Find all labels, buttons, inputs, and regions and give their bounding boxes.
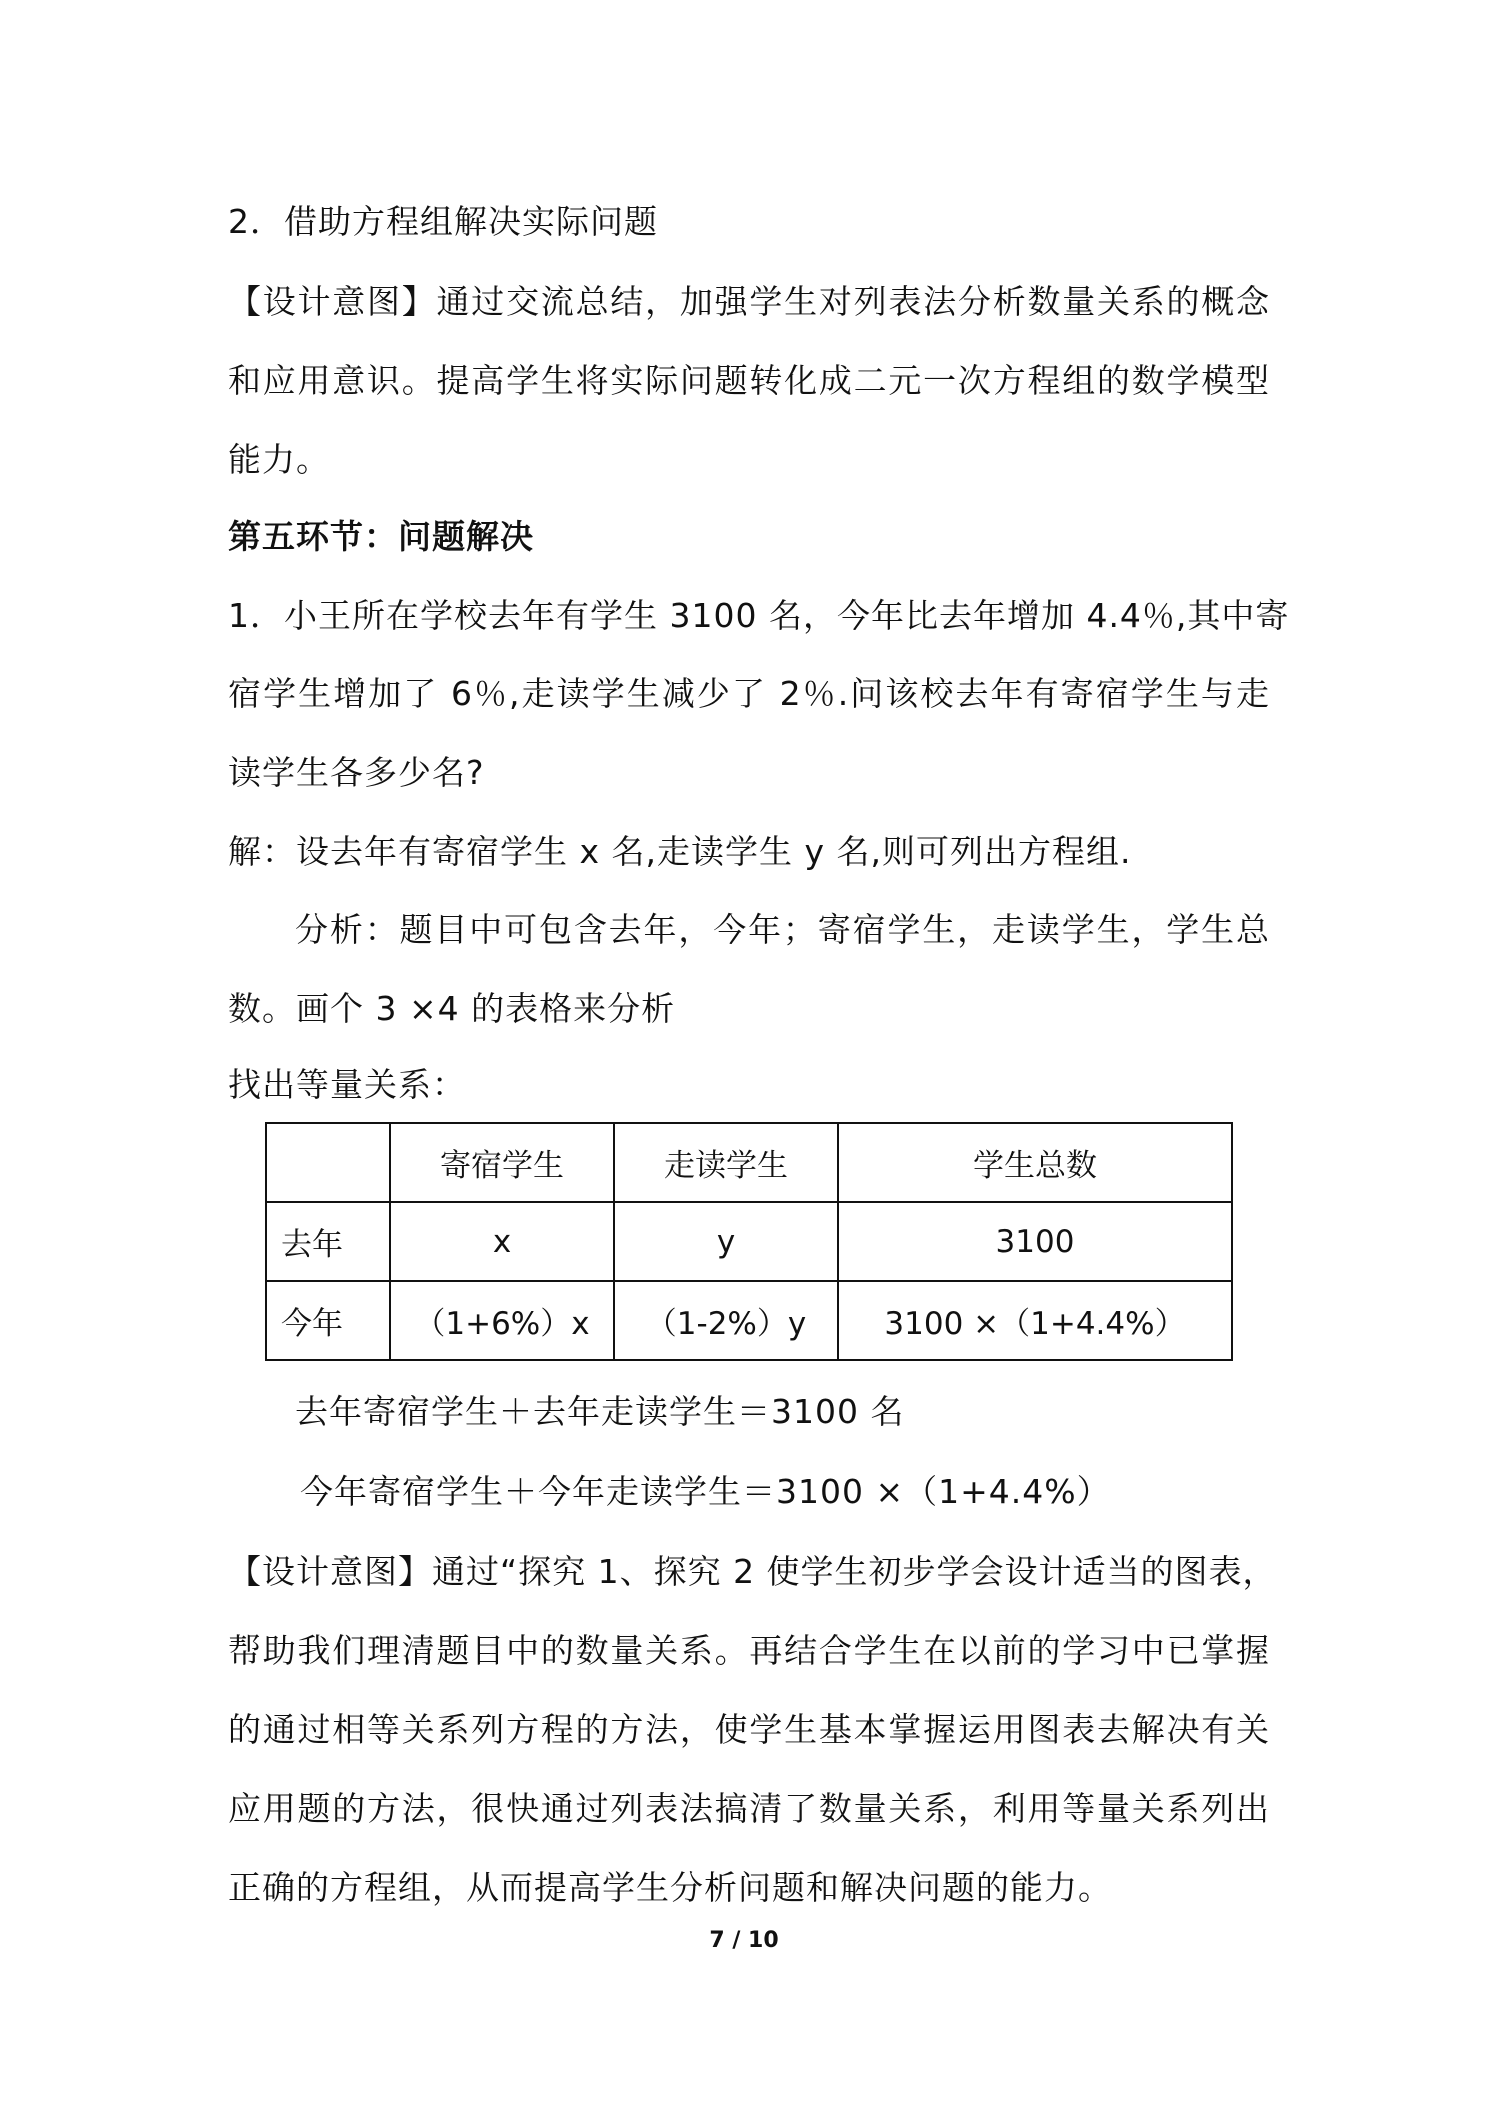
section-heading: 第五环节：问题解决 [228, 517, 534, 556]
analysis-line: 分析：题目中可包含去年，今年；寄宿学生，走读学生，学生总 [295, 910, 1270, 949]
analysis-line: 数。画个 3 ×4 的表格来分析 [228, 989, 676, 1028]
relation-label: 找出等量关系： [228, 1065, 466, 1104]
table-cell: 3100 ×（1+4.4%） [838, 1281, 1232, 1360]
paragraph-line: 帮助我们理清题目中的数量关系。再结合学生在以前的学习中已掌握 [228, 1631, 1270, 1670]
table-row-label: 去年 [266, 1202, 390, 1281]
table-header-cell [266, 1123, 390, 1202]
equation-line: 去年寄宿学生＋去年走读学生＝3100 名 [295, 1392, 905, 1431]
paragraph-line: 【设计意图】通过“探究 1、探究 2 使学生初步学会设计适当的图表， [228, 1552, 1277, 1591]
paragraph-line: 和应用意识。提高学生将实际问题转化成二元一次方程组的数学模型 [228, 361, 1270, 400]
problem-line: 读学生各多少名? [228, 753, 485, 792]
table-header-cell: 寄宿学生 [390, 1123, 614, 1202]
table-cell: 3100 [838, 1202, 1232, 1281]
table-cell: （1-2%）y [614, 1281, 838, 1360]
page-number: 7 / 10 [709, 1928, 779, 1953]
table-row [266, 1202, 1232, 1281]
table-cell: x [390, 1202, 614, 1281]
paragraph-line: 的通过相等关系列方程的方法，使学生基本掌握运用图表去解决有关 [228, 1710, 1270, 1749]
analysis-table [265, 1122, 1233, 1361]
table-row-label: 今年 [266, 1281, 390, 1360]
subsection-title: 2．借助方程组解决实际问题 [228, 202, 658, 241]
problem-line: 宿学生增加了 6％,走读学生减少了 2％.问该校去年有寄宿学生与走 [228, 674, 1270, 713]
table-header-cell: 学生总数 [838, 1123, 1232, 1202]
paragraph-line: 能力。 [228, 440, 330, 479]
table-header-cell: 走读学生 [614, 1123, 838, 1202]
solution-line: 解：设去年有寄宿学生 x 名,走读学生 y 名,则可列出方程组. [228, 832, 1132, 871]
table-cell: y [614, 1202, 838, 1281]
table-row [266, 1281, 1232, 1360]
paragraph-line: 【设计意图】通过交流总结，加强学生对列表法分析数量关系的概念 [228, 282, 1270, 321]
problem-line: 1．小王所在学校去年有学生 3100 名，今年比去年增加 4.4％,其中寄 [228, 596, 1290, 635]
table-cell: （1+6%）x [390, 1281, 614, 1360]
paragraph-line: 正确的方程组，从而提高学生分析问题和解决问题的能力。 [228, 1868, 1112, 1907]
paragraph-line: 应用题的方法，很快通过列表法搞清了数量关系，利用等量关系列出 [228, 1789, 1270, 1828]
table-header-row [266, 1123, 1232, 1202]
equation-line: 今年寄宿学生＋今年走读学生＝3100 ×（1+4.4%） [300, 1472, 1111, 1511]
